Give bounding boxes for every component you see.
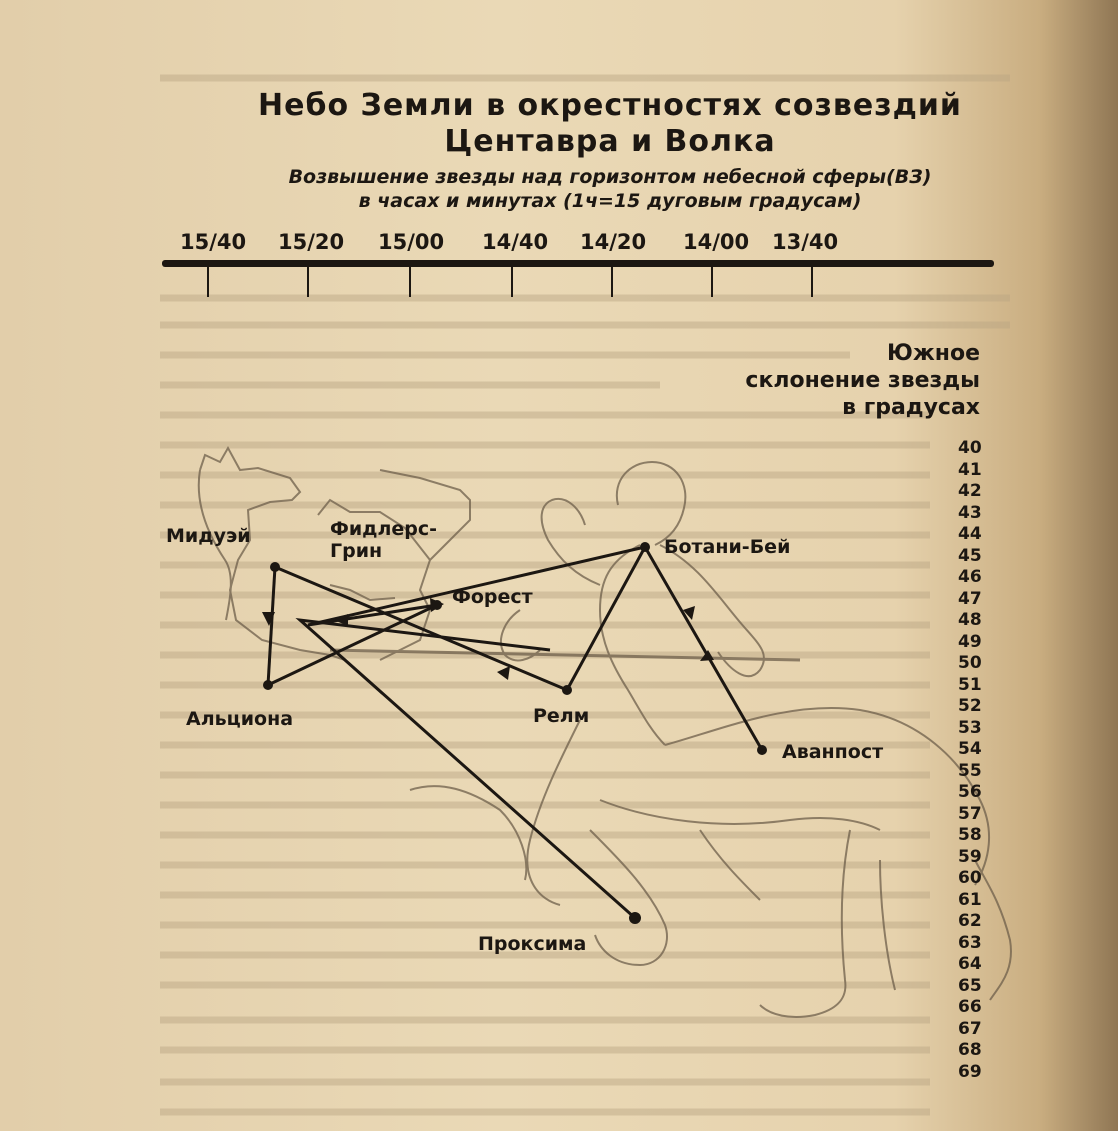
star-label-botany-bay: Ботани-Бей: [664, 536, 791, 558]
declination-value: 44: [958, 524, 982, 544]
declination-value: 47: [958, 588, 982, 609]
declination-value: 52: [958, 696, 982, 716]
declination-value: 45: [958, 545, 982, 566]
declination-title-line-3: в градусах: [842, 395, 980, 420]
ra-tick-label: 15/20: [278, 230, 345, 254]
arrow-icon: [497, 666, 510, 680]
star-proxima-dot: [629, 912, 641, 924]
star-outpost-dot: [757, 745, 767, 755]
ra-tick-label: 15/40: [180, 230, 247, 254]
route-proxima-alcyone: [300, 620, 635, 918]
star-label-fiddlers-line-2: Грин: [330, 540, 383, 562]
declination-value: 49: [958, 631, 982, 652]
declination-value: 46: [958, 567, 982, 587]
declination-value: 62: [958, 911, 982, 931]
declination-value: 65: [958, 975, 982, 996]
declination-value: 66: [958, 997, 982, 1017]
ra-tick-label: 14/00: [683, 230, 750, 254]
declination-value: 61: [958, 889, 982, 910]
star-label-fiddlers: [330, 518, 437, 562]
declination-value: 51: [958, 674, 982, 695]
declination-value: 42: [958, 481, 982, 501]
declination-value: 64: [958, 954, 982, 974]
star-label-forest: Форест: [452, 586, 533, 608]
centaur-arm: [542, 499, 600, 585]
title-line-2: Центавра и Волка: [444, 124, 776, 159]
declination-value: 43: [958, 502, 982, 523]
declination-value: 55: [958, 760, 982, 781]
star-label-outpost: Аванпост: [782, 741, 884, 763]
star-alcyone-dot: [263, 680, 273, 690]
declination-value: 53: [958, 717, 982, 738]
declination-value: 58: [958, 825, 982, 845]
declination-value: 63: [958, 932, 982, 953]
declination-value: 57: [958, 803, 982, 824]
ra-tick-label: 14/20: [580, 230, 647, 254]
declination-value: 56: [958, 782, 982, 802]
declination-value: 48: [958, 610, 982, 630]
declination-value: 41: [958, 459, 982, 480]
ra-tick-label: 15/00: [378, 230, 445, 254]
declination-value: 59: [958, 846, 982, 867]
declination-value: 54: [958, 739, 982, 759]
declination-value: 67: [958, 1018, 982, 1039]
star-realm-dot: [562, 685, 572, 695]
declination-title-line-2: склонение звезды: [745, 368, 980, 393]
declination-value: 68: [958, 1040, 982, 1060]
star-botany-dot: [640, 542, 650, 552]
declination-value: 60: [958, 868, 982, 888]
declination-axis-title: [745, 340, 980, 421]
subtitle-line-2: в часах и минутах (1ч=15 дуговым градусам): [358, 190, 862, 212]
ra-axis-bar: [162, 260, 994, 267]
ra-tick-label: 14/40: [482, 230, 549, 254]
star-label-alcyone: Альциона: [186, 708, 294, 730]
background-text-lines: [160, 78, 1010, 1112]
star-forest-dot: [432, 600, 442, 610]
star-label-midway: Мидуэй: [166, 525, 251, 547]
star-label-proxima: Проксима: [478, 933, 587, 955]
star-label-realm: Релм: [533, 705, 590, 727]
route-arrows: [262, 598, 714, 680]
declination-value: 50: [958, 653, 982, 673]
star-midway-dot: [270, 562, 280, 572]
declination-value: 69: [958, 1061, 982, 1082]
title-line-1: Небо Земли в окрестностях созвездий: [258, 88, 962, 123]
declination-title-line-1: Южное: [887, 341, 980, 366]
declination-scale: [958, 438, 998, 1083]
ra-tick-label: 13/40: [772, 230, 839, 254]
subtitle-line-1: Возвышение звезды над горизонтом небесной сферы(ВЗ): [288, 166, 932, 188]
declination-value: 40: [958, 438, 982, 458]
ra-axis: [162, 260, 994, 297]
centaur-horse-body: [665, 708, 989, 885]
star-label-fiddlers-line-1: Фидлерс-: [330, 518, 438, 540]
